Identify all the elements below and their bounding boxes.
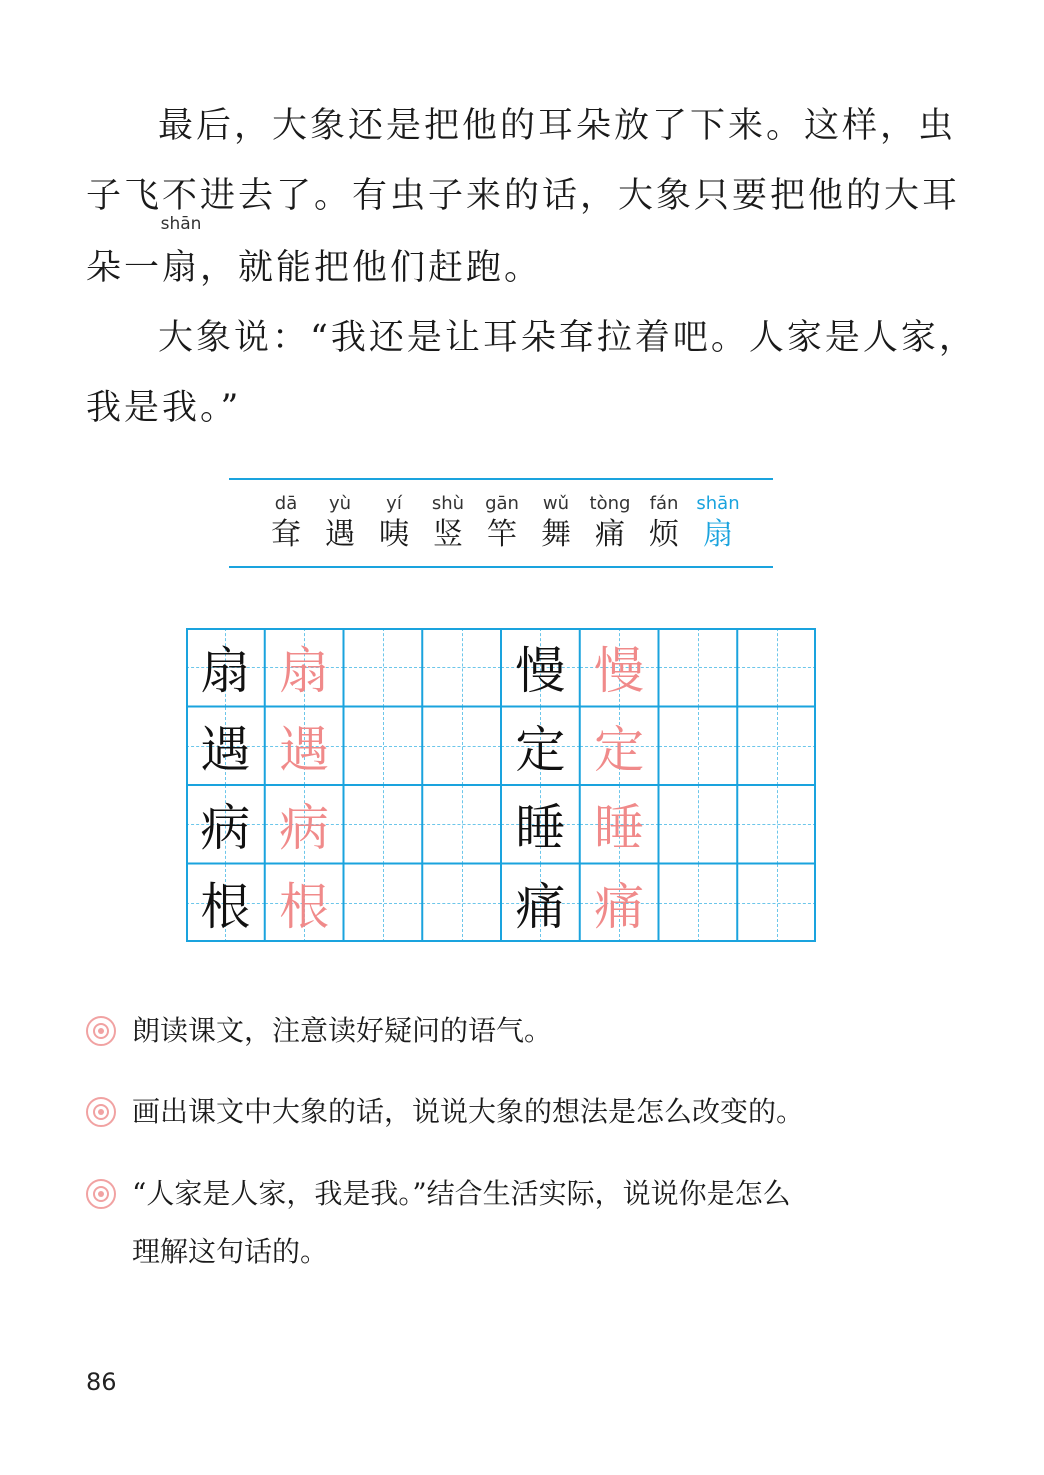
trace-character (344, 707, 423, 786)
grid-cell (737, 707, 816, 786)
grid-cell (186, 628, 265, 707)
grid-cell (422, 628, 501, 707)
grid-cell (344, 785, 423, 864)
exercise-2-text: 画出课文中大象的话，说说大象的想法是怎么改变的。 (132, 1095, 805, 1128)
trace-character (344, 785, 423, 864)
grid-cell (265, 628, 344, 707)
model-character: 根 (200, 877, 251, 936)
story-line-3 (86, 214, 543, 290)
grid-cell (580, 785, 659, 864)
grid-cell (501, 864, 580, 943)
trace-character (422, 864, 501, 943)
trace-character (659, 864, 738, 943)
grid-cell (186, 864, 265, 943)
trace-character: 定 (594, 720, 645, 779)
trace-character: 遇 (279, 720, 330, 779)
vocab-char: 扇 (703, 517, 733, 552)
grid-cell (659, 628, 738, 707)
trace-character (737, 707, 816, 786)
grid-cell (344, 628, 423, 707)
grid-cell (501, 785, 580, 864)
trace-character: 扇 (279, 642, 330, 701)
grid-cell (659, 864, 738, 943)
vocab-pinyin: yí (386, 493, 402, 514)
vocab-pinyin: wǔ (542, 493, 570, 514)
grid-cell (501, 707, 580, 786)
grid-cell (265, 864, 344, 943)
grid-cell (580, 707, 659, 786)
grid-cell (344, 864, 423, 943)
exercise-bullet-icon (86, 1179, 116, 1209)
grid-cell (186, 707, 265, 786)
grid-cell (737, 864, 816, 943)
vocab-item (313, 492, 367, 554)
exercise-bullet-icon (86, 1097, 116, 1127)
page-number: 86 (86, 1368, 117, 1396)
ruby-char: 扇 (162, 248, 201, 288)
grid-cell (737, 785, 816, 864)
story-line-5: 我是我。” (86, 388, 242, 428)
exercise-1-text: 朗读课文，注意读好疑问的语气。 (132, 1014, 553, 1047)
trace-character: 慢 (594, 642, 645, 701)
ruby-annotated-char (160, 214, 202, 290)
vocab-item (421, 492, 475, 554)
grid-cell (659, 785, 738, 864)
vocab-pinyin: tòng (589, 493, 631, 514)
grid-cell (344, 707, 423, 786)
vocab-pinyin: shù (431, 493, 465, 514)
vocab-char: 竿 (487, 517, 517, 552)
trace-character: 痛 (594, 877, 645, 936)
vocab-item (529, 492, 583, 554)
model-character: 遇 (200, 720, 251, 779)
grid-cell (186, 785, 265, 864)
trace-character (422, 628, 501, 707)
ruby-pinyin: shān (160, 214, 202, 234)
trace-character (737, 864, 816, 943)
grid-cell (422, 864, 501, 943)
vocab-char: 舞 (541, 517, 571, 552)
vocab-char: 遇 (325, 517, 355, 552)
vocab-char: 耷 (271, 517, 301, 552)
trace-character (344, 864, 423, 943)
trace-character (422, 785, 501, 864)
exercise-3-text-line-2: 理解这句话的。 (132, 1235, 329, 1268)
story-line-3-end: ，就能把他们赶跑。 (200, 248, 543, 288)
vocab-pinyin: gān (485, 493, 519, 514)
exercise-3-text-line-1: “人家是人家，我是我。”结合生活实际，说说你是怎么 (132, 1177, 791, 1210)
model-character: 病 (200, 799, 251, 858)
trace-character: 病 (279, 799, 330, 858)
trace-character (737, 628, 816, 707)
vocab-item (475, 492, 529, 554)
model-character: 慢 (515, 642, 566, 701)
story-line-3-start: 朵一 (86, 248, 163, 288)
grid-cell (422, 707, 501, 786)
grid-cell (265, 785, 344, 864)
vocab-pinyin: dā (274, 493, 298, 514)
grid-cell (659, 707, 738, 786)
vocab-pinyin: yù (328, 493, 352, 514)
model-character: 痛 (515, 877, 566, 936)
vocab-pinyin: fán (649, 493, 679, 514)
exercise-bullet-icon (86, 1016, 116, 1046)
trace-character: 根 (279, 877, 330, 936)
vocab-char: 竖 (433, 517, 463, 552)
writing-practice-grid (186, 628, 816, 942)
trace-character: 睡 (594, 799, 645, 858)
story-line-4: 大象说：“我还是让耳朵耷拉着吧。人家是人家， (158, 318, 977, 358)
model-character: 定 (515, 720, 566, 779)
grid-cell (580, 628, 659, 707)
trace-character (422, 707, 501, 786)
vocab-item (637, 492, 691, 554)
vocab-item-highlighted (691, 492, 745, 554)
story-line-1: 最后，大象还是把他的耳朵放了下来。这样，虫 (158, 106, 957, 146)
model-character: 扇 (200, 642, 251, 701)
trace-character (659, 707, 738, 786)
vocab-item (583, 492, 637, 554)
vocab-char: 烦 (649, 517, 679, 552)
grid-cell (501, 628, 580, 707)
grid-cell (265, 707, 344, 786)
grid-cell (422, 785, 501, 864)
vocab-item (367, 492, 421, 554)
vocab-item (259, 492, 313, 554)
trace-character (659, 785, 738, 864)
vocab-pinyin: shān (696, 493, 740, 514)
trace-character (344, 628, 423, 707)
new-words-band (229, 478, 773, 568)
grid-cell (737, 628, 816, 707)
story-line-2: 子飞不进去了。有虫子来的话，大象只要把他的大耳 (86, 176, 961, 216)
grid-cell (580, 864, 659, 943)
vocab-char: 咦 (379, 517, 409, 552)
trace-character (659, 628, 738, 707)
model-character: 睡 (515, 799, 566, 858)
trace-character (737, 785, 816, 864)
vocab-char: 痛 (595, 517, 625, 552)
